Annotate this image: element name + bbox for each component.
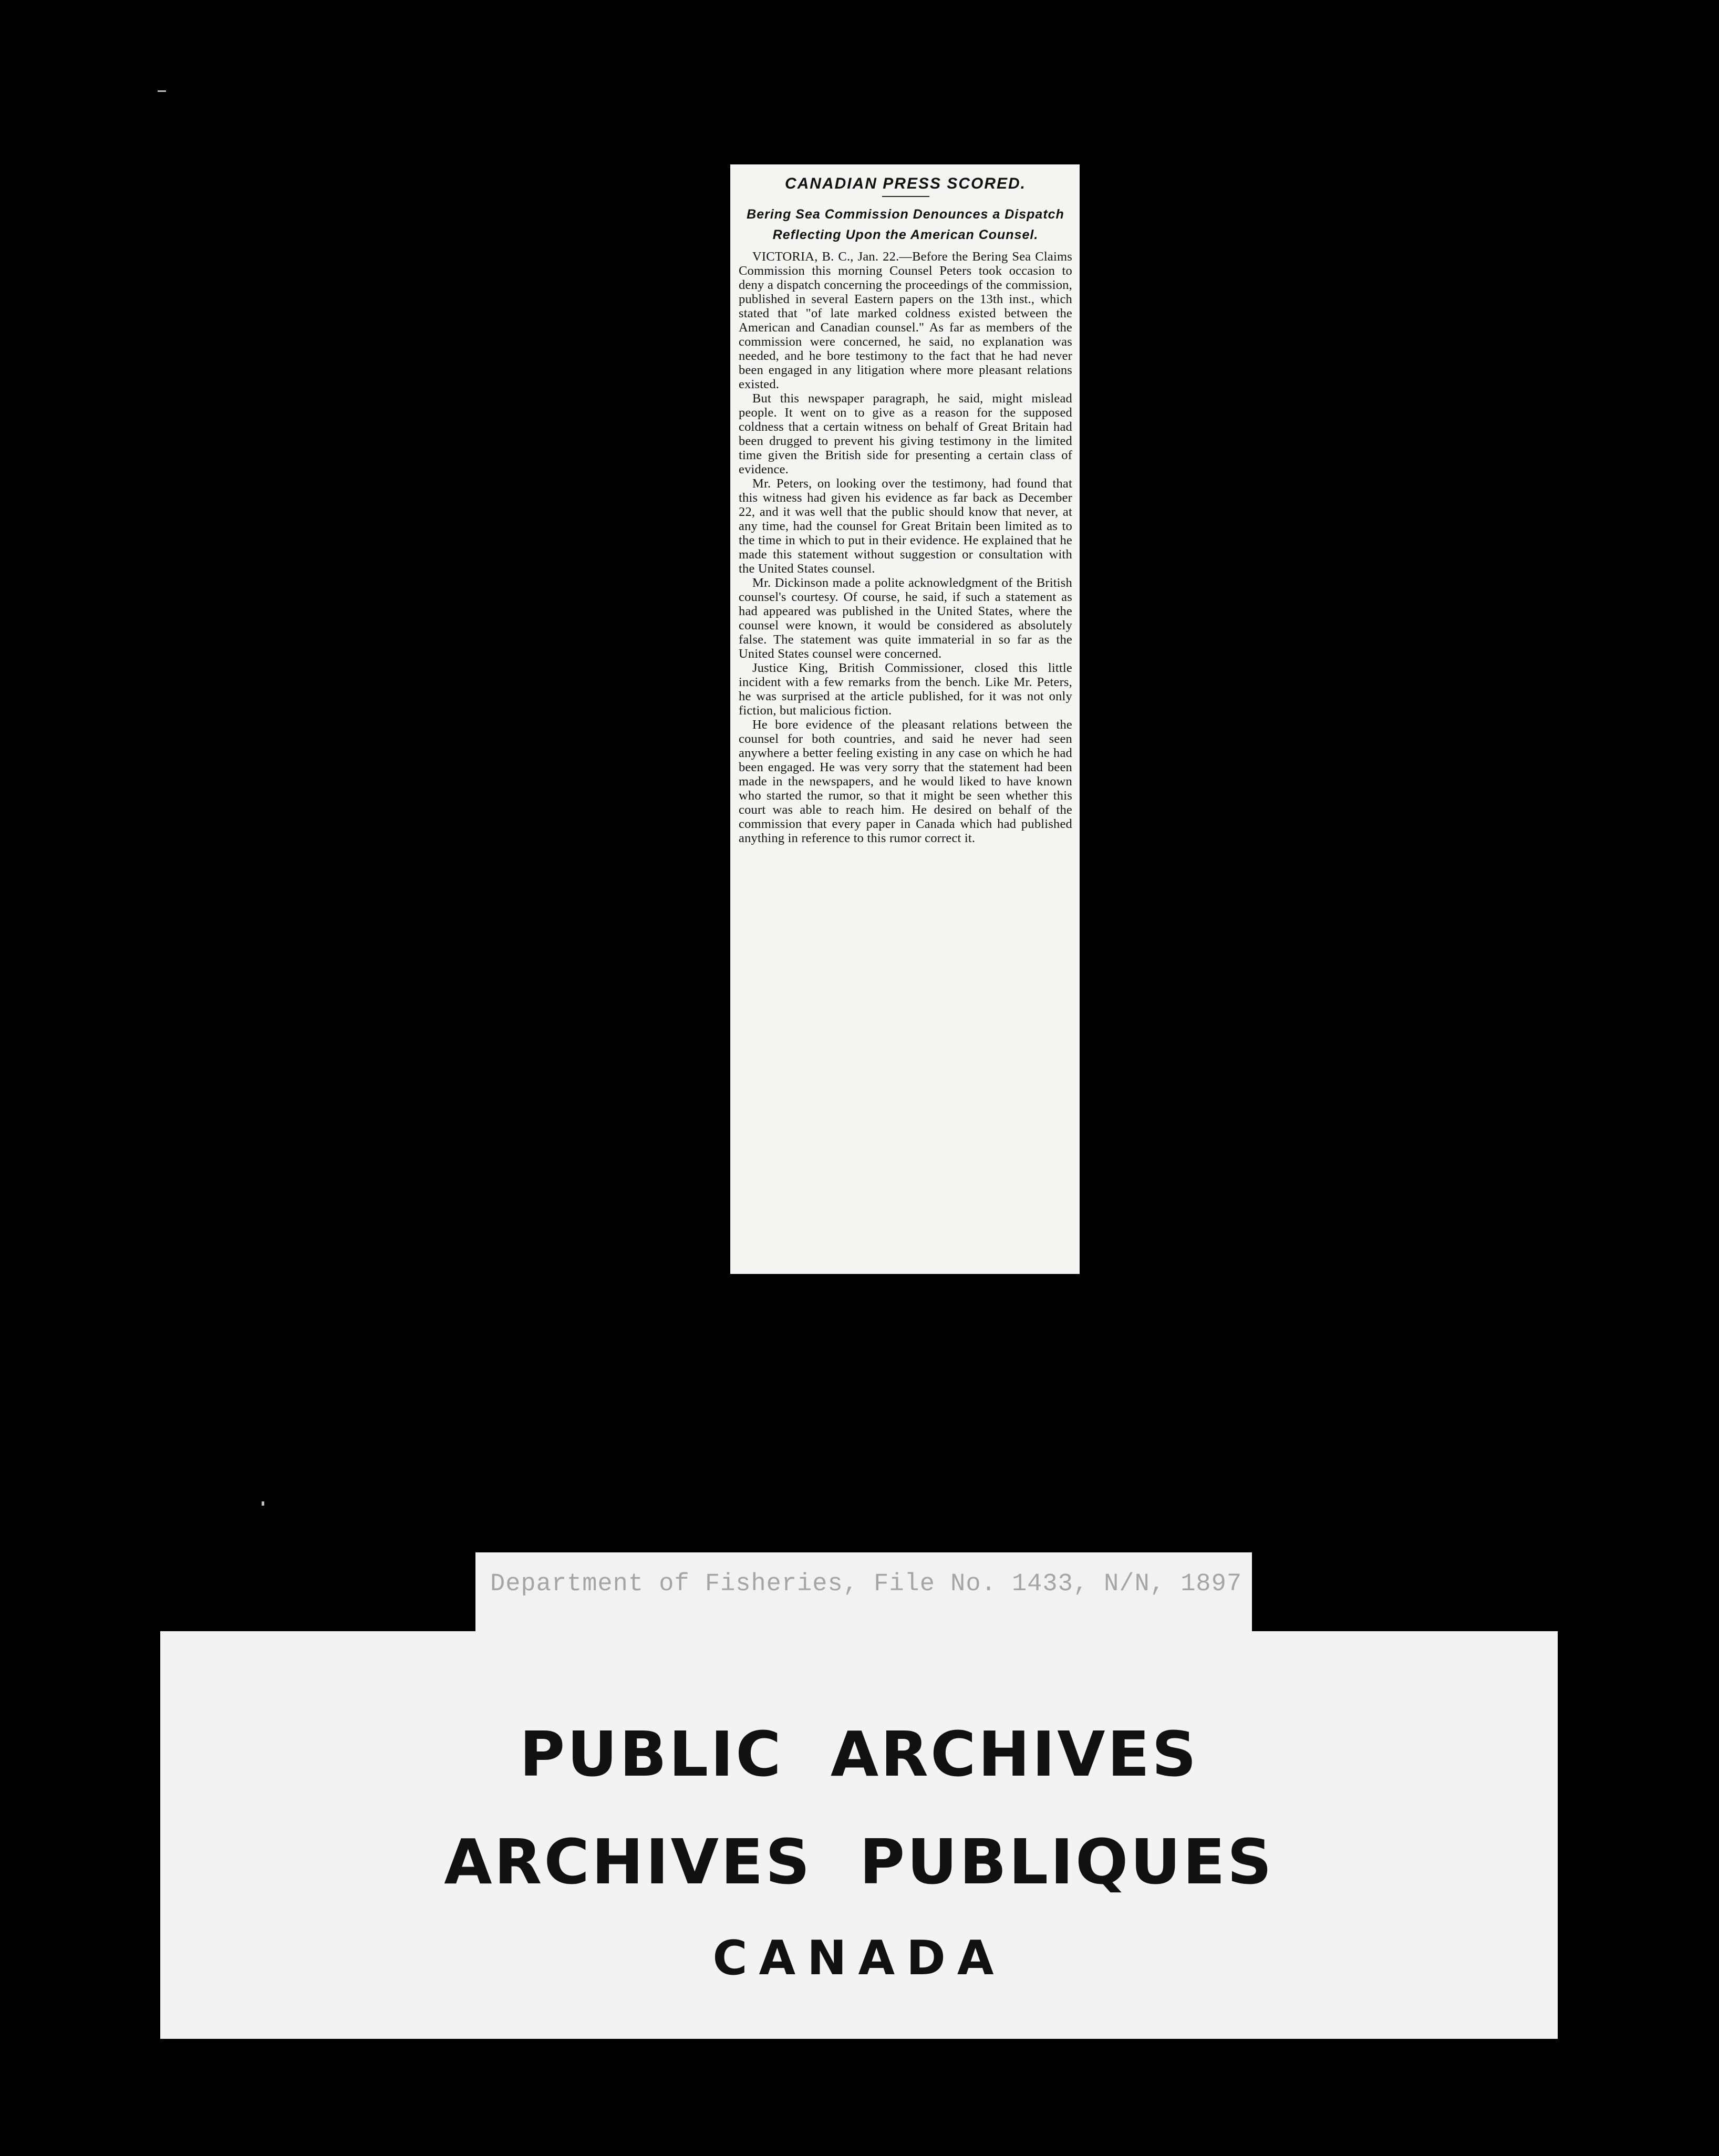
clipping-paragraph: Mr. Dickinson made a polite acknowledgment of the British counsel's courtesy. Of course, he said, if such a statement as had appeared was published in the United States, where the counsel were known, it would be considered as absolutely false. The statement was quite immaterial in so far as the United States counsel were concerned.: [739, 576, 1072, 661]
clipping-paragraph: He bore evidence of the pleasant relations between the counsel for both countries, and said he never had seen anywhere a better feeling existing in any case on which he had been engaged. He was very sorry that the statement had been made in the newspapers, and he would liked to have known who started the rumor, so that it might be seen whether this court was able to reach him. He desired on behalf of the commission that every paper in Canada which had published anything in reference to this rumor correct it.: [739, 718, 1072, 845]
newspaper-clipping: [730, 164, 1080, 1274]
clipping-paragraph: Mr. Peters, on looking over the testimony, had found that this witness had given his evidence as far back as December 22, and it was well that the public should know that never, at any time, had the counsel for Great Britain been limited as to the time in which to put in their evidence. He explained that he made this statement without suggestion or consultation with the United States counsel.: [739, 476, 1072, 576]
stamp-canada: CANADA: [712, 1931, 1006, 1986]
clipping-headline: CANADIAN PRESS SCORED.: [784, 175, 1027, 192]
clipping-subhead: Bering Sea Commission Denounces a Dispatch Reflecting Upon the American Counsel.: [747, 207, 1064, 242]
headline-rule: [882, 196, 929, 197]
clipping-paragraph: Justice King, British Commissioner, closed this little incident with a few remarks from the bench. Like Mr. Peters, he was surprised at the article published, for it was not only fiction, but malicious fiction.: [739, 661, 1072, 718]
file-reference-text: Department of Fisheries, File No. 1433, N/N, 1897: [490, 1570, 1242, 1598]
scan-speck: [158, 90, 166, 92]
clipping-body: [739, 250, 1072, 845]
stamp-archives-publiques: ARCHIVES PUBLIQUES: [444, 1826, 1274, 1898]
scan-speck: [262, 1501, 264, 1506]
archives-stamp-card: [160, 1631, 1558, 2039]
clipping-paragraph: VICTORIA, B. C., Jan. 22.—Before the Bering Sea Claims Commission this morning Counsel Peters took occasion to deny a dispatch concerning the proceedings of the commission, published in several Eastern papers on the 13th inst., which stated that "of late marked coldness existed between the American and Canadian counsel." As far as members of the commission were concerned, he said, no explanation was needed, and he bore testimony to the fact that he had never been engaged in any litigation where more pleasant relations existed.: [739, 250, 1072, 391]
stamp-public-archives: PUBLIC ARCHIVES: [519, 1718, 1199, 1790]
clipping-paragraph: But this newspaper paragraph, he said, might mislead people. It went on to give as a reason for the supposed coldness that a certain witness on behalf of Great Britain had been drugged to prevent his giving testimony in the limited time given the British side for presenting a certain class of evidence.: [739, 391, 1072, 476]
